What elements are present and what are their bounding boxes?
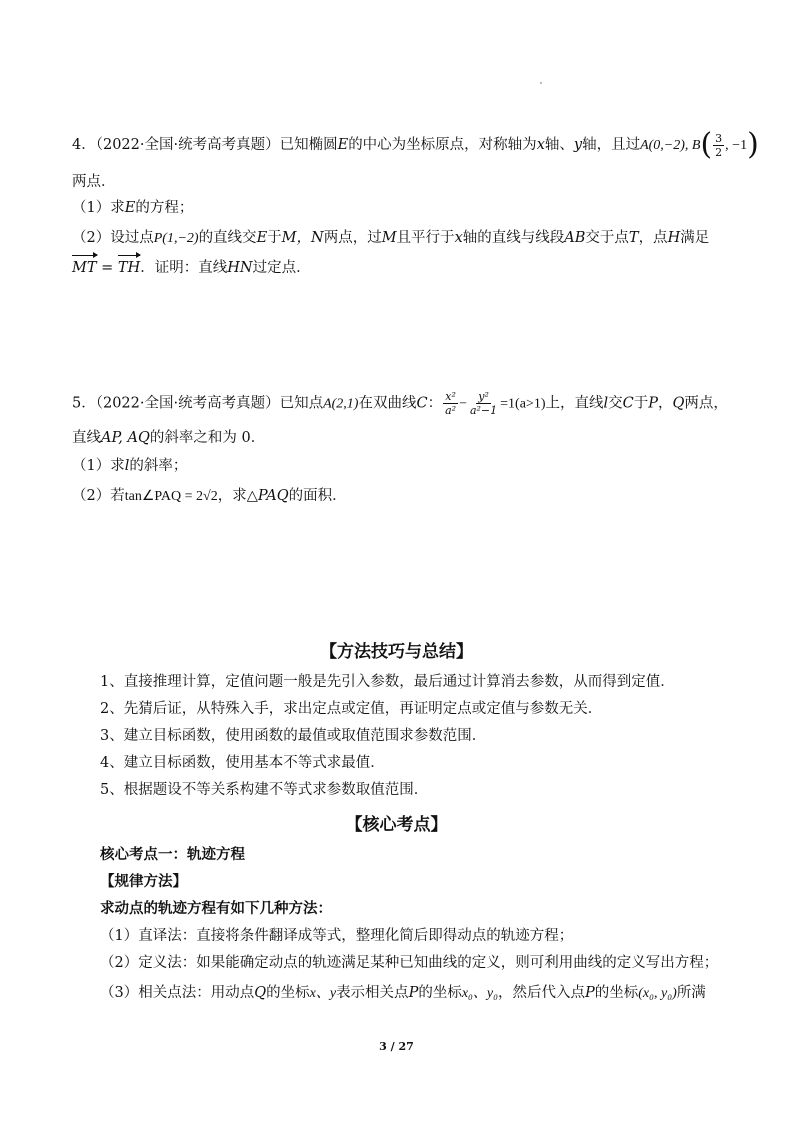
method-item: 4、建立目标函数，使用基本不等式求最值． <box>100 755 385 771</box>
method-direct: （1）直译法：直接将条件翻译成等式，整理化简后即得动点的轨迹方程； <box>100 928 574 944</box>
fraction-x2-a2: $\frac{\text{x²}}{\text{a²}}$ <box>445 390 457 417</box>
method-item: 5、根据题设不等关系构建不等式求参数取值范围． <box>100 782 429 798</box>
q5-part1: （1）求l的斜率； <box>72 458 188 474</box>
core-heading: 【核心考点】 <box>345 815 448 835</box>
method-definition: （2）定义法：如果能确定动点的轨迹满足某种已知曲线的定义，则可利用曲线的定义写出方程； <box>100 955 719 971</box>
q5-stem-cont: 直线AP, AQ的斜率之和为 0． <box>72 430 266 446</box>
rule-heading: 【规律方法】 <box>100 873 187 890</box>
q4-stem: 4．（2022·全国·统考高考真题）已知椭圆E的中心为坐标原点，对称轴为x轴、y轴，且过A(0,−2), B( $\frac{3}{2}$ , −1) <box>72 127 759 162</box>
q5-stem: 5．（2022·全国·统考高考真题）已知点A(2,1)在双曲线C： $\frac{\text{x²}}{\text{a²}}$ − $\frac{\text{y²}}{\text{a²−1}}$ =1(a>1)上，直线l交C于P，Q两点， <box>72 390 728 417</box>
vector-th: TH <box>117 260 141 276</box>
core-point-title: 核心考点一：轨迹方程 <box>100 846 245 863</box>
methods-intro: 求动点的轨迹方程有如下几种方法： <box>100 900 332 917</box>
method-item: 2、先猜后证，从特殊入手，求出定点或定值，再证明定点或定值与参数无关． <box>100 701 603 717</box>
method-item: 3、建立目标函数，使用函数的最值或取值范围求参数范围． <box>100 728 487 744</box>
methods-heading: 【方法技巧与总结】 <box>320 642 473 662</box>
method-item: 1、直接推理计算，定值问题一般是先引入参数，最后通过计算消去参数，从而得到定值． <box>100 674 675 690</box>
q4-part2: （2）设过点P(1,−2)的直线交E于M，N两点，过M且平行于x轴的直线与线段AB交于点T，点H满足 <box>72 230 710 246</box>
fraction-y2-a2m1: $\frac{\text{y²}}{\text{a²−1}}$ <box>469 390 498 417</box>
stray-dot <box>540 82 542 84</box>
page-number: 3 / 27 <box>379 1040 414 1053</box>
method-related-point: （3）相关点法：用动点Q的坐标x、y表示相关点P的坐标x₀、y₀，然后代入点P的坐标(x₀, y₀)所满 <box>100 985 706 1001</box>
vector-mt: MT <box>72 260 97 276</box>
q4-stem-cont: 两点． <box>72 174 116 190</box>
q5-part2: （2）若tan∠PAQ = 2√2，求△PAQ的面积． <box>72 488 347 504</box>
q4-part2-cont: MT = TH．证明：直线HN过定点． <box>72 260 311 276</box>
fraction-three-halves: $\frac{3}{2}$ <box>715 131 723 159</box>
q4-part1: （1）求E的方程； <box>72 200 194 216</box>
